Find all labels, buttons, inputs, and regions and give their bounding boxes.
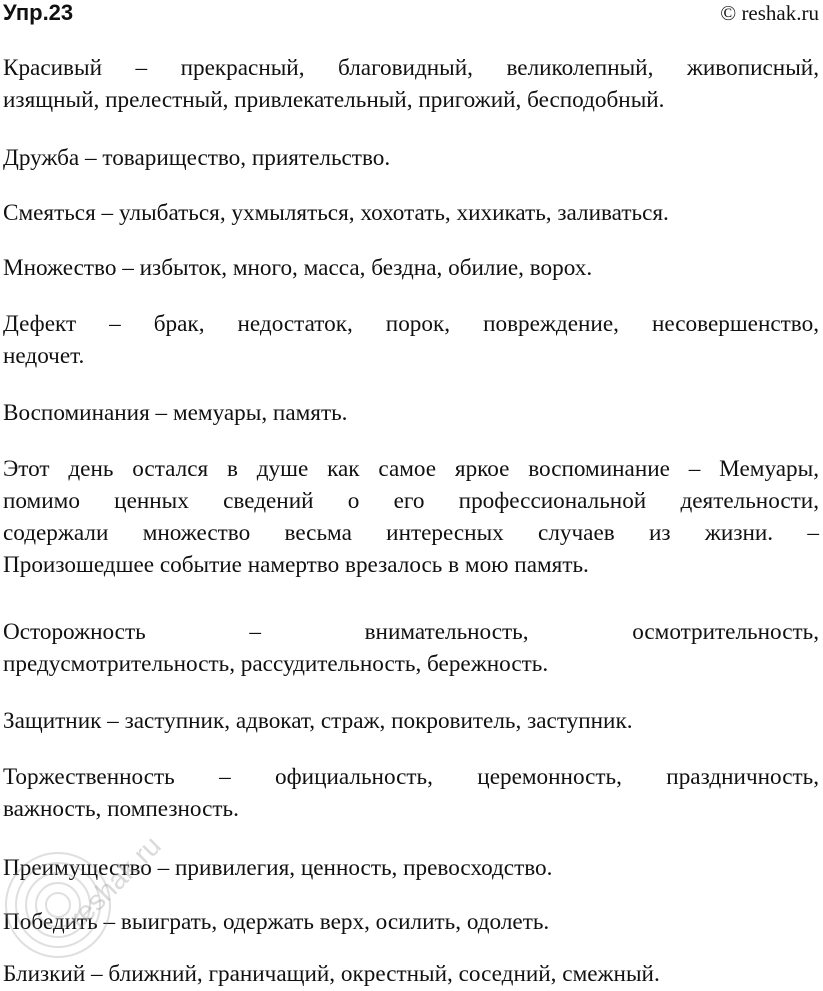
paragraph-example-sentences xyxy=(3,453,819,581)
paragraph-ostorozhnost xyxy=(3,616,819,680)
text-line: Защитник – заступник, адвокат, страж, покровитель, заступник. xyxy=(3,708,633,734)
text-line: Произошедшее событие намертво врезалось в мою память. xyxy=(3,552,589,578)
paragraph-mnozhestvo xyxy=(3,252,819,284)
paragraph-blizkij xyxy=(3,958,819,990)
paragraph-zashchitnik xyxy=(3,705,819,737)
text-line: Смеяться – улыбаться, ухмыляться, хохотать, хихикать, заливаться. xyxy=(3,200,669,226)
text-line: недочет. xyxy=(3,343,85,369)
text-line: Воспоминания – мемуары, память. xyxy=(3,400,348,426)
exercise-title: Упр.23 xyxy=(3,0,74,25)
paragraph-smeyatsya xyxy=(3,197,819,229)
text-line: Близкий – ближний, граничащий, окрестный, соседний, смежный. xyxy=(3,961,660,987)
text-line: Красивый – прекрасный, благовидный, великолепный, живописный, xyxy=(3,55,819,81)
text-line: Дружба – товарищество, приятельство. xyxy=(3,145,391,171)
text-line: содержали множество весьма интересных случаев из жизни. – xyxy=(3,520,819,546)
text-line: Победить – выиграть, одержать верх, осилить, одолеть. xyxy=(3,909,550,935)
paragraph-torzhestvennost xyxy=(3,761,819,825)
paragraph-druzhba xyxy=(3,142,819,174)
header xyxy=(0,0,823,30)
text-line: Этот день остался в душе как самое яркое воспоминание – Мемуары, xyxy=(3,456,819,482)
watermark-text: reshak.ru xyxy=(62,829,167,935)
text-line: Торжественность – официальность, церемонность, праздничность, xyxy=(3,764,819,790)
paragraph-krasivyj xyxy=(3,52,819,116)
text-line: Преимущество – привилегия, ценность, превосходство. xyxy=(3,855,553,881)
text-line: Дефект – брак, недостаток, порок, повреждение, несовершенство, xyxy=(3,311,819,337)
paragraph-defekt xyxy=(3,308,819,372)
source-mark: © reshak.ru xyxy=(720,1,819,25)
paragraph-pobedit xyxy=(3,906,819,938)
text-line: помимо ценных сведений о его профессиональной деятельности, xyxy=(3,488,819,514)
text-line: Множество – избыток, много, масса, бездна, обилие, ворох. xyxy=(3,255,593,281)
text-line: предусмотрительность, рассудительность, бережность. xyxy=(3,651,549,677)
text-line: важность, помпезность. xyxy=(3,796,239,822)
paragraph-vospominaniya xyxy=(3,397,819,429)
text-line: изящный, прелестный, привлекательный, пригожий, бесподобный. xyxy=(3,87,665,113)
paragraph-preimushchestvo xyxy=(3,852,819,884)
text-line: Осторожность – внимательность, осмотрительность, xyxy=(3,619,819,645)
